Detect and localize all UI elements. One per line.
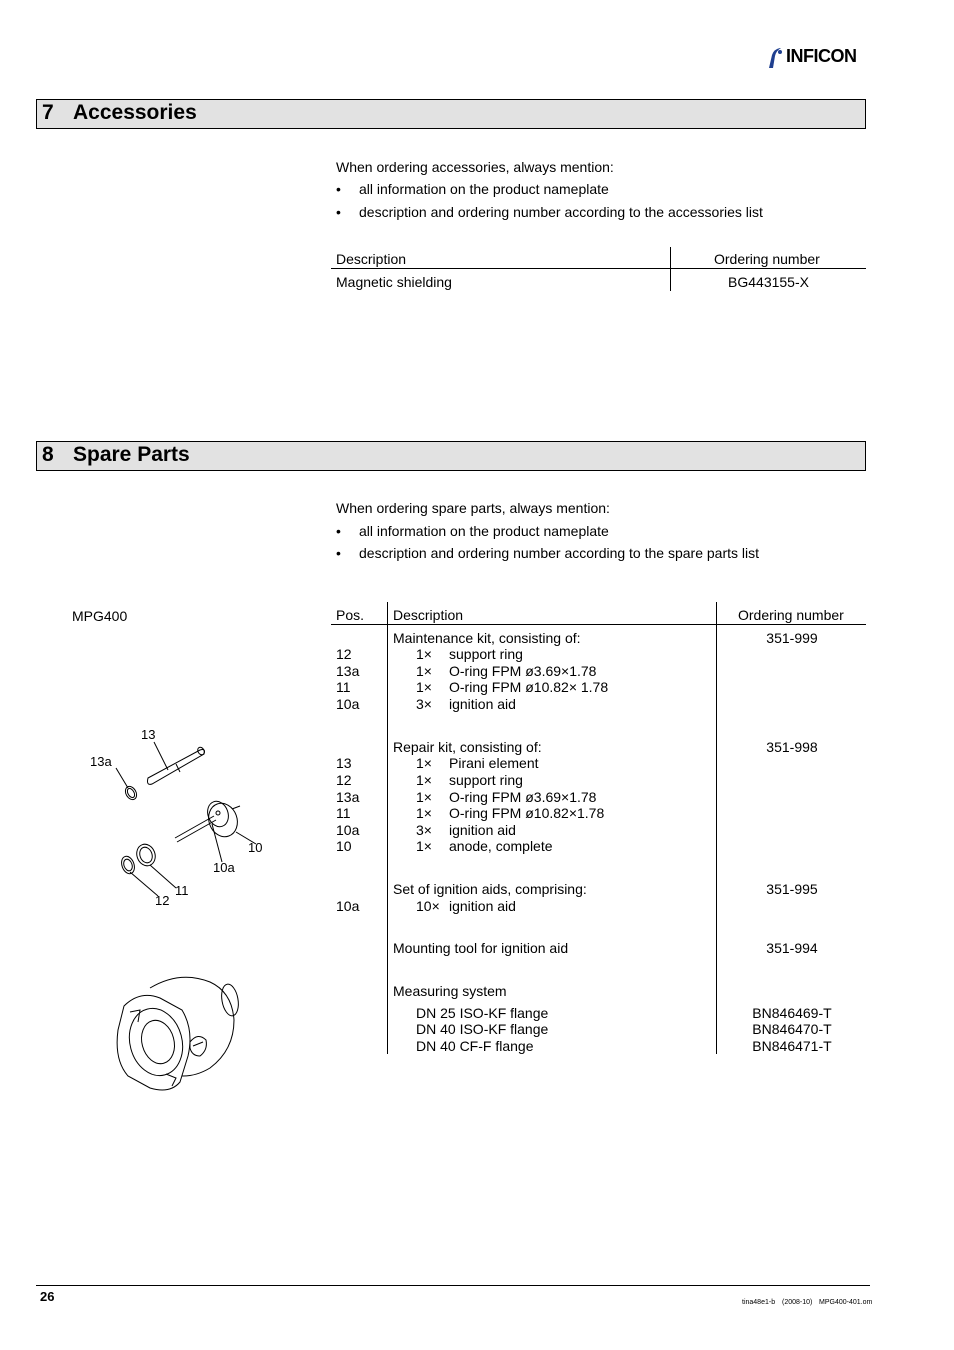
column-header-pos: Pos.: [336, 607, 365, 623]
inficon-logo-icon: [766, 46, 786, 70]
inficon-logo: [766, 44, 870, 70]
pos-cell: 12: [336, 646, 352, 662]
item-desc: O-ring FPM ø10.82× 1.78: [449, 679, 609, 695]
item-desc: O-ring FPM ø3.69×1.78: [449, 789, 597, 805]
qty-cell: 1×: [416, 663, 432, 679]
qty-cell: 1×: [416, 679, 432, 695]
ordering-number: BN846470-T: [752, 1021, 832, 1037]
table-divider: [387, 602, 388, 1054]
group-title: Repair kit, consisting of:: [393, 739, 542, 755]
ordering-number: BN846469-T: [752, 1005, 832, 1021]
figure-label: 10a: [213, 860, 235, 875]
pos-cell: 13a: [336, 789, 360, 805]
group-title: Measuring system: [393, 983, 507, 999]
section-8-heading: [36, 441, 866, 471]
group-title: Maintenance kit, consisting of:: [393, 630, 581, 646]
footer-file: MPG400-401.om: [819, 1299, 873, 1306]
item-desc: DN 40 CF-F flange: [416, 1038, 534, 1054]
spare-parts-intro: When ordering spare parts, always mention:: [336, 500, 610, 516]
product-label: MPG400: [72, 608, 128, 624]
section-title: Accessories: [73, 101, 197, 124]
item-desc: DN 40 ISO-KF flange: [416, 1021, 549, 1037]
figure-label: 10: [248, 840, 263, 855]
qty-cell: 1×: [416, 838, 432, 854]
footer-doc-id: tina48e1-b: [742, 1299, 776, 1306]
ordering-number: 351-998: [766, 739, 818, 755]
item-desc: ignition aid: [449, 696, 516, 712]
bullet-icon: •: [336, 204, 341, 220]
pos-cell: 13a: [336, 663, 360, 679]
pos-cell: 10a: [336, 898, 360, 914]
section-number: 7: [42, 101, 54, 124]
table-header-rule: [331, 268, 866, 269]
item-desc: support ring: [449, 772, 523, 788]
section-7-heading: [36, 99, 866, 129]
figure-label: 13a: [90, 754, 112, 769]
figure-label: 11: [175, 883, 189, 898]
bullet-icon: •: [336, 181, 341, 197]
table-header-rule: [331, 624, 866, 625]
column-header-description: Description: [336, 251, 407, 267]
item-desc: anode, complete: [449, 838, 553, 854]
pos-cell: 13: [336, 755, 352, 771]
pos-cell: 10a: [336, 822, 360, 838]
pos-cell: 10: [336, 838, 352, 854]
qty-cell: 1×: [416, 646, 432, 662]
table-cell-ordering: BG443155-X: [728, 274, 809, 290]
figure-label: 12: [155, 893, 170, 908]
item-desc: O-ring FPM ø3.69×1.78: [449, 663, 597, 679]
footer-date: (2008-10): [782, 1299, 813, 1306]
table-divider: [716, 602, 717, 1054]
pos-cell: 12: [336, 772, 352, 788]
qty-cell: 1×: [416, 789, 432, 805]
section-number: 8: [42, 443, 54, 466]
ordering-number: 351-994: [766, 940, 818, 956]
measuring-system-drawing: [110, 970, 250, 1100]
item-desc: ignition aid: [449, 898, 516, 914]
group-title: Set of ignition aids, comprising:: [393, 881, 587, 897]
pos-cell: 11: [336, 679, 351, 695]
section-title: Spare Parts: [73, 443, 190, 466]
pos-cell: 11: [336, 805, 351, 821]
logo-text: INFICON: [786, 46, 857, 66]
item-desc: O-ring FPM ø10.82×1.78: [449, 805, 605, 821]
qty-cell: 10×: [416, 898, 440, 914]
item-desc: DN 25 ISO-KF flange: [416, 1005, 549, 1021]
table-cell-description: Magnetic shielding: [336, 274, 452, 290]
qty-cell: 1×: [416, 755, 432, 771]
bullet-icon: •: [336, 545, 341, 561]
ordering-number: BN846471-T: [752, 1038, 832, 1054]
ordering-number: 351-999: [766, 630, 818, 646]
qty-cell: 1×: [416, 772, 432, 788]
page-number: 26: [40, 1289, 55, 1304]
group-title: Mounting tool for ignition aid: [393, 940, 569, 956]
pos-cell: 10a: [336, 696, 360, 712]
item-desc: support ring: [449, 646, 523, 662]
ordering-number: 351-995: [766, 881, 818, 897]
column-header-ordering-number: Ordering number: [714, 251, 820, 267]
column-header-description: Description: [393, 607, 464, 623]
accessories-intro: When ordering accessories, always mention:: [336, 159, 614, 175]
qty-cell: 1×: [416, 805, 432, 821]
qty-cell: 3×: [416, 696, 432, 712]
qty-cell: 3×: [416, 822, 432, 838]
footer-rule: [36, 1285, 870, 1286]
figure-label: 13: [141, 727, 156, 742]
item-desc: Pirani element: [449, 755, 539, 771]
bullet-icon: •: [336, 523, 341, 539]
column-header-ordering-number: Ordering number: [738, 607, 844, 623]
item-desc: ignition aid: [449, 822, 516, 838]
